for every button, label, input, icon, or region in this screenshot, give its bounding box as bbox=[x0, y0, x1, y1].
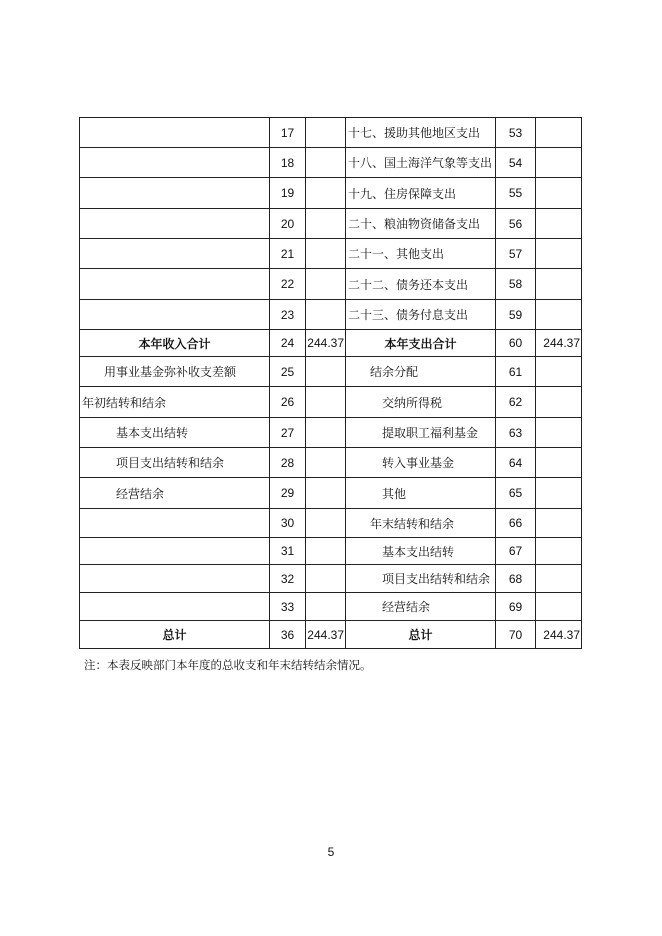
right-amount-cell bbox=[536, 538, 582, 565]
left-item-cell: 年初结转和结余 bbox=[80, 387, 270, 418]
left-line-number-cell: 23 bbox=[270, 300, 306, 330]
left-line-number-cell: 29 bbox=[270, 478, 306, 509]
left-item-cell: 用事业基金弥补收支差额 bbox=[80, 357, 270, 387]
budget-table bbox=[79, 117, 582, 649]
right-amount-cell bbox=[536, 269, 582, 300]
left-line-number-cell: 22 bbox=[270, 269, 306, 300]
left-item-cell bbox=[80, 300, 270, 330]
left-amount-cell bbox=[306, 565, 346, 593]
right-amount-cell bbox=[536, 448, 582, 478]
left-item-cell bbox=[80, 209, 270, 239]
left-amount-cell: 244.37 bbox=[306, 330, 346, 357]
table-row bbox=[80, 509, 582, 538]
table-row bbox=[80, 330, 582, 357]
left-line-number-cell: 24 bbox=[270, 330, 306, 357]
table-row bbox=[80, 178, 582, 209]
right-item-cell: 十八、国土海洋气象等支出 bbox=[346, 148, 496, 178]
left-amount-cell bbox=[306, 148, 346, 178]
left-amount-cell bbox=[306, 509, 346, 538]
right-amount-cell bbox=[536, 178, 582, 209]
left-item-cell bbox=[80, 593, 270, 621]
left-amount-cell bbox=[306, 448, 346, 478]
right-line-number-cell: 68 bbox=[496, 565, 536, 593]
right-line-number-cell: 53 bbox=[496, 118, 536, 148]
table-row bbox=[80, 209, 582, 239]
right-item-cell: 二十一、其他支出 bbox=[346, 239, 496, 269]
right-line-number-cell: 62 bbox=[496, 387, 536, 418]
right-item-cell: 经营结余 bbox=[346, 593, 496, 621]
left-item-cell: 总计 bbox=[80, 621, 270, 649]
left-line-number-cell: 31 bbox=[270, 538, 306, 565]
right-amount-cell bbox=[536, 387, 582, 418]
right-line-number-cell: 60 bbox=[496, 330, 536, 357]
right-amount-cell bbox=[536, 509, 582, 538]
left-line-number-cell: 30 bbox=[270, 509, 306, 538]
right-item-cell: 提取职工福利基金 bbox=[346, 418, 496, 448]
right-line-number-cell: 59 bbox=[496, 300, 536, 330]
table-row bbox=[80, 593, 582, 621]
right-item-cell: 十七、援助其他地区支出 bbox=[346, 118, 496, 148]
right-amount-cell bbox=[536, 357, 582, 387]
table-row bbox=[80, 538, 582, 565]
right-line-number-cell: 67 bbox=[496, 538, 536, 565]
left-line-number-cell: 26 bbox=[270, 387, 306, 418]
table-row bbox=[80, 478, 582, 509]
right-line-number-cell: 61 bbox=[496, 357, 536, 387]
left-amount-cell bbox=[306, 178, 346, 209]
table-row bbox=[80, 269, 582, 300]
table-row bbox=[80, 387, 582, 418]
left-item-cell bbox=[80, 178, 270, 209]
right-line-number-cell: 69 bbox=[496, 593, 536, 621]
right-item-cell: 交纳所得税 bbox=[346, 387, 496, 418]
right-amount-cell bbox=[536, 593, 582, 621]
left-amount-cell bbox=[306, 300, 346, 330]
right-item-cell: 总计 bbox=[346, 621, 496, 649]
right-item-cell: 本年支出合计 bbox=[346, 330, 496, 357]
right-item-cell: 十九、住房保障支出 bbox=[346, 178, 496, 209]
left-line-number-cell: 25 bbox=[270, 357, 306, 387]
right-item-cell: 二十三、债务付息支出 bbox=[346, 300, 496, 330]
left-line-number-cell: 17 bbox=[270, 118, 306, 148]
left-item-cell bbox=[80, 118, 270, 148]
right-amount-cell: 244.37 bbox=[536, 621, 582, 649]
left-amount-cell bbox=[306, 478, 346, 509]
budget-table-body bbox=[80, 118, 582, 649]
right-item-cell: 二十、粮油物资储备支出 bbox=[346, 209, 496, 239]
left-item-cell bbox=[80, 148, 270, 178]
left-line-number-cell: 20 bbox=[270, 209, 306, 239]
right-amount-cell bbox=[536, 300, 582, 330]
left-line-number-cell: 18 bbox=[270, 148, 306, 178]
left-amount-cell bbox=[306, 269, 346, 300]
left-line-number-cell: 28 bbox=[270, 448, 306, 478]
right-item-cell: 其他 bbox=[346, 478, 496, 509]
left-amount-cell bbox=[306, 387, 346, 418]
table-row bbox=[80, 621, 582, 649]
left-item-cell: 项目支出结转和结余 bbox=[80, 448, 270, 478]
table-row bbox=[80, 148, 582, 178]
left-line-number-cell: 27 bbox=[270, 418, 306, 448]
right-line-number-cell: 54 bbox=[496, 148, 536, 178]
right-line-number-cell: 55 bbox=[496, 178, 536, 209]
left-amount-cell bbox=[306, 418, 346, 448]
left-amount-cell bbox=[306, 357, 346, 387]
right-item-cell: 项目支出结转和结余 bbox=[346, 565, 496, 593]
right-amount-cell bbox=[536, 239, 582, 269]
left-item-cell bbox=[80, 565, 270, 593]
left-amount-cell bbox=[306, 209, 346, 239]
left-amount-cell bbox=[306, 239, 346, 269]
left-item-cell: 基本支出结转 bbox=[80, 418, 270, 448]
page-number: 5 bbox=[327, 845, 335, 859]
table-footnote: 注：本表反映部门本年度的总收支和年末结转结余情况。 bbox=[84, 658, 372, 672]
right-amount-cell bbox=[536, 565, 582, 593]
right-item-cell: 二十二、债务还本支出 bbox=[346, 269, 496, 300]
right-line-number-cell: 58 bbox=[496, 269, 536, 300]
right-item-cell: 转入事业基金 bbox=[346, 448, 496, 478]
right-item-cell: 年末结转和结余 bbox=[346, 509, 496, 538]
left-line-number-cell: 19 bbox=[270, 178, 306, 209]
table-row bbox=[80, 118, 582, 148]
right-item-cell: 基本支出结转 bbox=[346, 538, 496, 565]
left-item-cell bbox=[80, 239, 270, 269]
table-row bbox=[80, 239, 582, 269]
table-row bbox=[80, 300, 582, 330]
left-line-number-cell: 21 bbox=[270, 239, 306, 269]
table-row bbox=[80, 448, 582, 478]
left-amount-cell bbox=[306, 593, 346, 621]
left-amount-cell: 244.37 bbox=[306, 621, 346, 649]
table-row bbox=[80, 357, 582, 387]
table-row bbox=[80, 565, 582, 593]
right-line-number-cell: 70 bbox=[496, 621, 536, 649]
right-line-number-cell: 57 bbox=[496, 239, 536, 269]
right-line-number-cell: 56 bbox=[496, 209, 536, 239]
right-line-number-cell: 63 bbox=[496, 418, 536, 448]
right-amount-cell: 244.37 bbox=[536, 330, 582, 357]
right-item-cell: 结余分配 bbox=[346, 357, 496, 387]
left-item-cell bbox=[80, 269, 270, 300]
left-line-number-cell: 36 bbox=[270, 621, 306, 649]
left-item-cell: 经营结余 bbox=[80, 478, 270, 509]
left-item-cell bbox=[80, 509, 270, 538]
right-line-number-cell: 64 bbox=[496, 448, 536, 478]
right-amount-cell bbox=[536, 478, 582, 509]
left-line-number-cell: 33 bbox=[270, 593, 306, 621]
right-line-number-cell: 66 bbox=[496, 509, 536, 538]
left-item-cell bbox=[80, 538, 270, 565]
left-item-cell: 本年收入合计 bbox=[80, 330, 270, 357]
right-amount-cell bbox=[536, 148, 582, 178]
left-line-number-cell: 32 bbox=[270, 565, 306, 593]
right-amount-cell bbox=[536, 418, 582, 448]
right-line-number-cell: 65 bbox=[496, 478, 536, 509]
left-amount-cell bbox=[306, 538, 346, 565]
table-row bbox=[80, 418, 582, 448]
left-amount-cell bbox=[306, 118, 346, 148]
right-amount-cell bbox=[536, 209, 582, 239]
right-amount-cell bbox=[536, 118, 582, 148]
